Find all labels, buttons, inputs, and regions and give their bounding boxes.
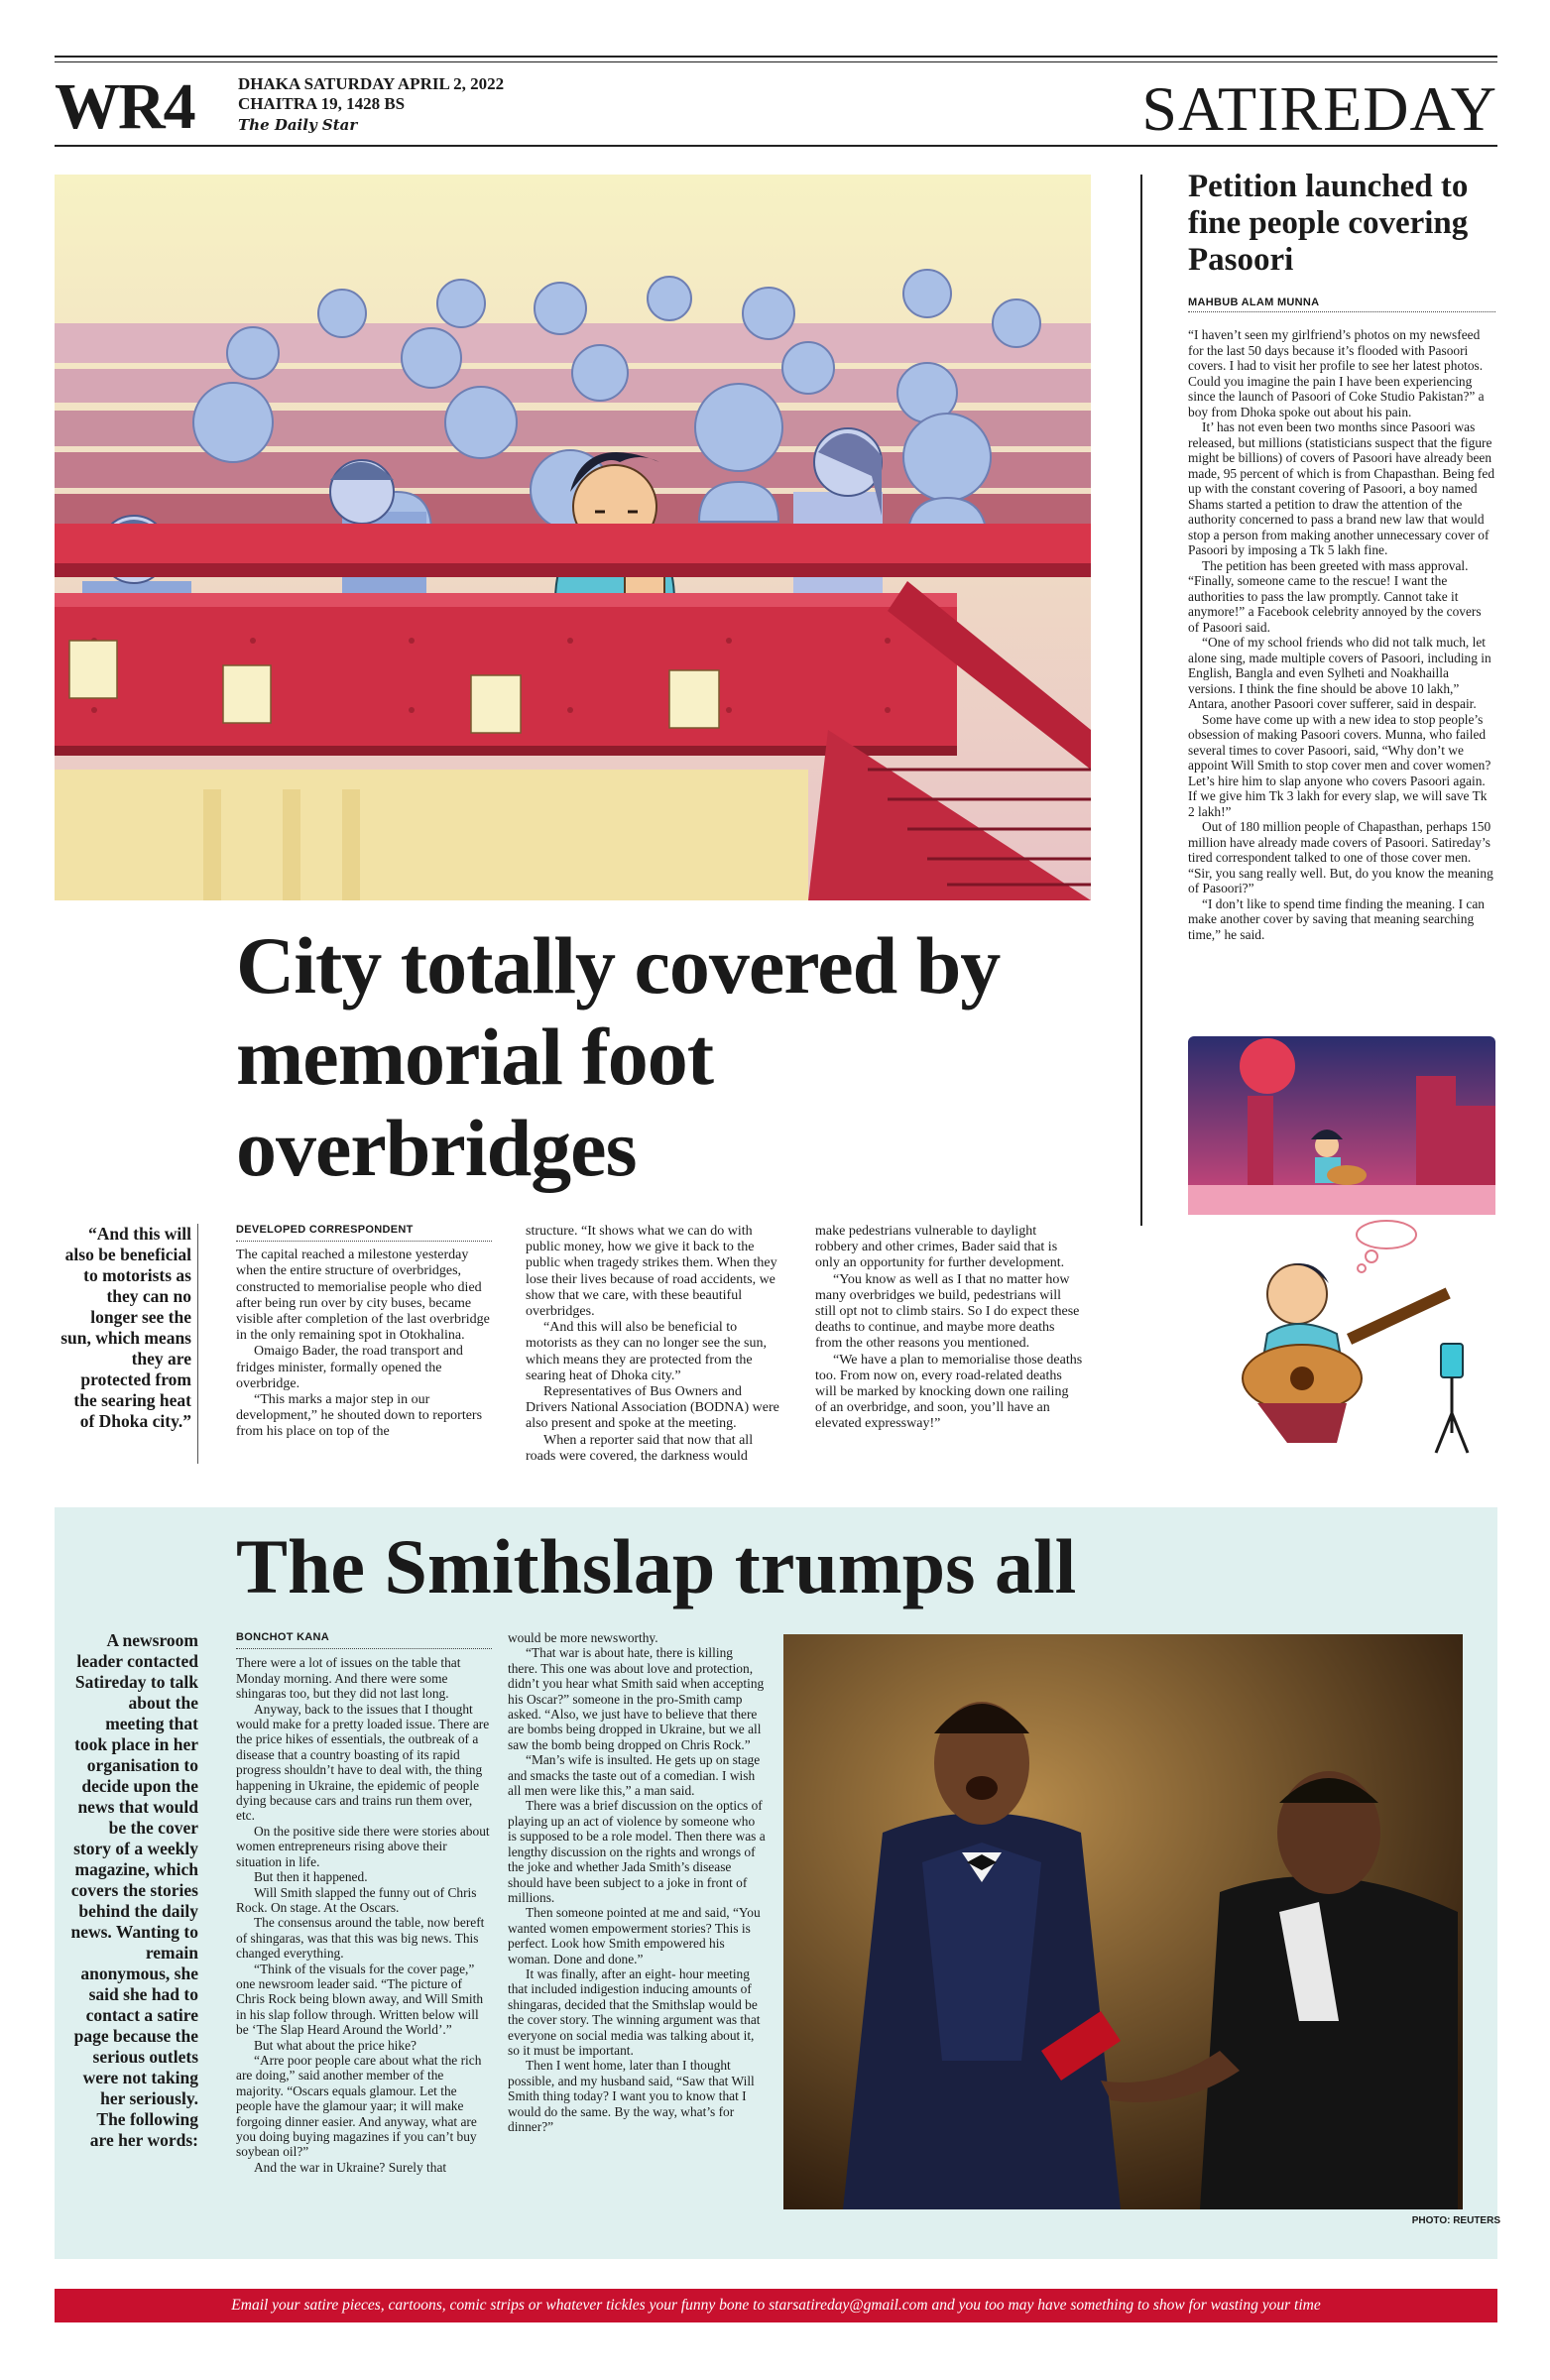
smithslap-col1-para: “Arre poor people care about what the rich are doing,” said another member of the majority. “Oscars equals glamour. Let the people have the glamour yaar; it will make forgoing dinner easier. And anyway, what are you doing buying magazines if you can’t buy soybean oil?”	[236, 2052, 482, 2160]
overbridge-cartoon-svg	[55, 175, 1091, 900]
smithslap-col1-para: “Think of the visuals for the cover page,” one newsroom leader said. “The picture of Chris Rock being blown away, and Will Smith in his slap follow through. Written below will be ‘The Slap Heard Around the World’.”	[236, 1961, 484, 2038]
oscars-slap-photo-svg	[783, 1634, 1463, 2209]
lead-col3-para: “We have a plan to memorialise those deaths too. From now on, every road-related deaths will be marked by knocking down one railing of an overbridge, and soon, you’ll have an elevated expressway!”	[815, 1352, 1083, 1432]
page-number: WR4	[55, 70, 194, 143]
footer-text: Email your satire pieces, cartoons, comic strips or whatever tickles your funny bone to starsatireday@gmail.com and you too may have something to show for wasting your time	[231, 2297, 1321, 2314]
sidebar-para: “One of my school friends who did not talk much, let alone sing, made multiple covers of Pasoori, including in English, Bangla and even Sylheti and Noakhailla versions. I think the fine should be above 10 lakh,” Antara, another Pasoori cover sufferer, said in despair.	[1188, 635, 1491, 711]
smithslap-col2-para: It was finally, after an eight- hour meeting that included indigestion inducing amounts of shingaras, decided that the Smithslap would be the cover story. The winning argument was that everyone on social media was talking about it, so it must be important.	[508, 1965, 761, 2058]
sidebar-para: It’ has not even been two months since Pasoori was released, but millions (statisticians suspect that the figure might be billions) of covers of Pasoori have already been made, 95 percent of which is from Chapasthan. Being fed up with the constant covering of Pasoori, a boy named Shams started a petition to draw the attention of the authority concerned to pass a brand new law that would stop a person from making another unnecessary cover of Pasoori by imposing a Tk 5 lakh fine.	[1188, 419, 1495, 557]
masthead-inner	[55, 61, 1497, 144]
footer-bar	[55, 2289, 1497, 2322]
sidebar-para: “I haven’t seen my girlfriend’s photos on my newsfeed for the last 50 days because it’s flooded with Pasoori covers. I had to visit her profile to see her latest photos. Could you imagine the pain I have been experiencing since the launch of Pasoori of Coke Studio Pakistan?” a boy from Dhoka spoke out about his pain.	[1188, 327, 1485, 419]
smithslap-col1-para: But what about the price hike?	[254, 2037, 417, 2053]
smithslap-col2-para: “Man’s wife is insulted. He gets up on stage and smacks the taste out of a comedian. I wish all men were like this,” a man said.	[508, 1752, 761, 1799]
smithslap-col2-para: Then I went home, later than I thought possible, and my husband said, “Saw that Will Smith thing today? I want you to know that I would do the same. By the way, what’s for dinner?”	[508, 2058, 755, 2134]
photo-credit: PHOTO: REUTERS	[1411, 2215, 1500, 2226]
lead-column-2	[526, 1224, 785, 1465]
sidebar-para: “I don’t like to spend time finding the meaning. I can make another cover by saving that meaning searching time,” he said.	[1188, 895, 1485, 942]
lead-col2-para: When a reporter said that now that all roads were covered, the darkness would	[526, 1432, 754, 1464]
smithslap-col2-para: would be more newsworthy.	[508, 1630, 658, 1645]
smithslap-column-2	[508, 1630, 766, 2134]
smithslap-col2-para: There was a brief discussion on the optics of playing up an act of violence by someone who is supposed to be a role model. Then there was a lengthy discussion on the rights and wrongs of the joke and whether Jada Smith’s disease should have been subject to a joke in front of millions.	[508, 1798, 766, 1905]
lead-col2-para: structure. “It shows what we can do with public money, how we give it back to the public when tragedy strikes them. When they lose their lives because of road accidents, we show that we care, with these beautiful overbridges.	[526, 1224, 777, 1320]
sidebar-para: Out of 180 million people of Chapasthan, perhaps 150 million have already made covers of Pasoori. Satireday’s tired correspondent talked to one of those cover men. “Sir, you sang really well. But, do you know the meaning of Pasoori?”	[1188, 819, 1493, 895]
smithslap-col1-para: On the positive side there were stories about women entrepreneurs rising above their situation in life.	[236, 1823, 490, 1869]
date-bangla: CHAITRA 19, 1428 BS	[238, 94, 406, 113]
lead-pull-quote: “And this will also be beneficial to motorists as they can no longer see the sun, which means they are protected from the searing heat of Dhoka city.”	[58, 1224, 198, 1464]
smithslap-col1-para: Will Smith slapped the funny out of Chris Rock. On stage. At the Oscars.	[236, 1884, 477, 1915]
smithslap-col2-para: “That war is about hate, there is killing there. This one was about love and protection, didn’t you hear what Smith said when accepting his Oscar?” someone in the pro-Smith camp asked. “Also, we just have to believe that there are bombs being dropped in Ukraine, but we all saw the bomb being dropped on Chris Rock.”	[508, 1645, 765, 1752]
lead-col3-para: make pedestrians vulnerable to daylight robbery and other crimes, Bader said that is only an opportunity for further development.	[815, 1224, 1065, 1271]
smithslap-byline: BONCHOT KANA	[236, 1630, 492, 1649]
masthead	[55, 56, 1497, 147]
section-title: SATIREDAY	[1141, 73, 1497, 144]
sidebar-para: Some have come up with a new idea to stop people’s obsession of making Pasoori covers. Munna, who failed several times to cover Pasoori, said, “Why don’t we appoint Will Smith to stop cover men and cover women? Let’s hire him to slap anyone who covers Pasoori again. If we give him Tk 3 lakh for every slap, we will save Tk 2 lakh!”	[1188, 711, 1491, 819]
sidebar-byline: MAHBUB ALAM MUNNA	[1188, 297, 1495, 312]
smithslap-col1-para: There were a lot of issues on the table that Monday morning. And there were some shingaras too, but they did not last long.	[236, 1655, 461, 1702]
smithslap-column-1	[236, 1630, 492, 2175]
lead-col2-para: “And this will also be beneficial to motorists as they can no longer see the sun, which means they are protected from the searing heat of Dhoka city.”	[526, 1320, 768, 1383]
sidebar-para: The petition has been greeted with mass approval. “Finally, someone came to the rescue! I want the authorities to pass the law promptly. Cannot take it anymore!” a Facebook celebrity annoyed by the covers of Pasoori said.	[1188, 557, 1482, 635]
lead-col1-para: Omaigo Bader, the road transport and fridges minister, formally opened the overbridge.	[236, 1344, 463, 1391]
dateline	[238, 74, 504, 114]
lead-col3-para: “You know as well as I that no matter how many overbridges we build, pedestrians will still opt not to climb stairs. So I do expect these deaths to continue, and maybe more deaths from the other reasons you mentioned.	[815, 1271, 1080, 1352]
smithslap-col1-para: Anyway, back to the issues that I thought would make for a pretty loaded issue. There are the price hikes of essentials, the outbreak of a disease that a country boasting of its rapid progress shouldn’t have to deal with, the thing happening in Ukraine, the epidemic of people dying because cars and trains run them over, etc.	[236, 1701, 490, 1824]
lead-headline: City totally covered by memorial foot overbridges	[236, 920, 1001, 1193]
date-gregorian: DHAKA SATURDAY APRIL 2, 2022	[238, 74, 505, 93]
guitar-boy-svg	[1188, 1036, 1495, 1465]
sidebar-headline: Petition launched to fine people covering Pasoori	[1188, 169, 1469, 278]
oscars-slap-photo	[783, 1634, 1463, 2209]
lead-col1-para: “This marks a major step in our development,” he shouted down to reporters from his place on top of the	[236, 1392, 483, 1440]
lead-col2-para: Representatives of Bus Owners and Drivers National Association (BODNA) were also present and spoke at the meeting.	[526, 1384, 779, 1432]
smithslap-col1-para: And the war in Ukraine? Surely that	[254, 2159, 447, 2175]
smithslap-col1-para: But then it happened.	[254, 1869, 368, 1885]
smithslap-pull-quote: A newsroom leader contacted Satireday to talk about the meeting that took place in her organisation to decide upon the news that would be the cover story of a weekly magazine, which covers the stories behind the daily news. Wanting to remain anonymous, she said she had to contact a satire page because the serious outlets were not taking her seriously. The following are her words:	[70, 1630, 198, 2150]
guitar-boy-illustration	[1188, 1036, 1495, 1465]
lead-col1-para: The capital reached a milestone yesterday when the entire structure of overbridges, constructed to memorialise people who died after being run over by city buses, became visible after completion of the last overbridge in the only remaining spot in Otokhalina.	[236, 1248, 490, 1344]
overbridge-illustration	[55, 175, 1091, 900]
lead-column-1	[236, 1222, 492, 1441]
lead-column-3	[815, 1224, 1083, 1433]
smithslap-headline: The Smithslap trumps all	[236, 1523, 1077, 1609]
paper-logo: The Daily Star	[238, 116, 358, 134]
lead-byline: DEVELOPED CORRESPONDENT	[236, 1222, 492, 1242]
smithslap-col2-para: Then someone pointed at me and said, “You wanted women empowerment stories? This is perfect. Look how Smith empowered his woman. Done and done.”	[508, 1905, 761, 1966]
sidebar-rule	[1140, 175, 1142, 1226]
sidebar-body	[1188, 327, 1495, 942]
smithslap-col1-para: The consensus around the table, now bereft of shingaras, was that this was big news. This changed everything.	[236, 1915, 485, 1962]
